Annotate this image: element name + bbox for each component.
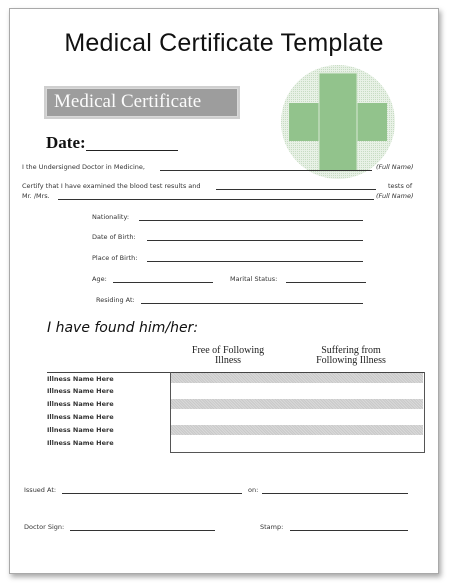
on-label: on: bbox=[248, 486, 259, 494]
table-row: Illness Name Here bbox=[47, 413, 114, 421]
stamp-field[interactable] bbox=[290, 530, 408, 531]
issue-date-field[interactable] bbox=[262, 493, 408, 494]
table-row: Illness Name Here bbox=[47, 426, 114, 434]
residing-label: Residing At: bbox=[96, 296, 135, 304]
table-row-shading bbox=[171, 425, 423, 435]
nationality-field[interactable] bbox=[139, 220, 363, 221]
patient-name-field[interactable] bbox=[58, 199, 374, 200]
issued-at-field[interactable] bbox=[62, 493, 242, 494]
table-row: Illness Name Here bbox=[47, 387, 114, 395]
banner-title: Medical Certificate bbox=[54, 91, 202, 112]
full-name-hint-2: (Full Name) bbox=[376, 192, 414, 200]
nationality-label: Nationality: bbox=[92, 213, 130, 221]
dob-label: Date of Birth: bbox=[92, 233, 136, 241]
pob-field[interactable] bbox=[147, 261, 363, 262]
table-row-shading bbox=[171, 373, 423, 383]
age-label: Age: bbox=[92, 275, 107, 283]
tests-of-text: tests of bbox=[388, 182, 413, 190]
age-field[interactable] bbox=[113, 282, 213, 283]
doctor-name-field[interactable] bbox=[160, 170, 372, 171]
table-row-shading bbox=[171, 399, 423, 409]
illness-table-grid[interactable] bbox=[170, 372, 425, 453]
date-label: Date: bbox=[46, 133, 86, 152]
page-title: Medical Certificate Template bbox=[64, 29, 384, 57]
doctor-sign-label: Doctor Sign: bbox=[24, 523, 65, 531]
dob-field[interactable] bbox=[147, 240, 363, 241]
found-heading: I have found him/her: bbox=[47, 320, 199, 336]
marital-label: Marital Status: bbox=[230, 275, 278, 283]
table-row: Illness Name Here bbox=[47, 439, 114, 447]
col-free-header: Free of Following Illness bbox=[191, 345, 265, 366]
marital-field[interactable] bbox=[286, 282, 366, 283]
stamp-label: Stamp: bbox=[260, 523, 284, 531]
table-row: Illness Name Here bbox=[47, 400, 114, 408]
date-field[interactable] bbox=[86, 150, 178, 151]
undersigned-text: I the Undersigned Doctor in Medicine, bbox=[22, 163, 145, 171]
document-page bbox=[9, 8, 439, 574]
table-row: Illness Name Here bbox=[47, 375, 114, 383]
residing-field[interactable] bbox=[141, 303, 363, 304]
full-name-hint-1: (Full Name) bbox=[376, 163, 414, 171]
col-suffering-header: Suffering from Following Illness bbox=[316, 345, 386, 366]
doctor-sign-field[interactable] bbox=[70, 530, 215, 531]
test-type-field[interactable] bbox=[216, 189, 376, 190]
certify-text: Certify that I have examined the blood test results and bbox=[22, 182, 201, 190]
issued-at-label: Issued At: bbox=[24, 486, 57, 494]
pob-label: Place of Birth: bbox=[92, 254, 138, 262]
certificate-banner bbox=[46, 88, 238, 117]
mr-mrs-text: Mr. /Mrs. bbox=[22, 192, 50, 200]
